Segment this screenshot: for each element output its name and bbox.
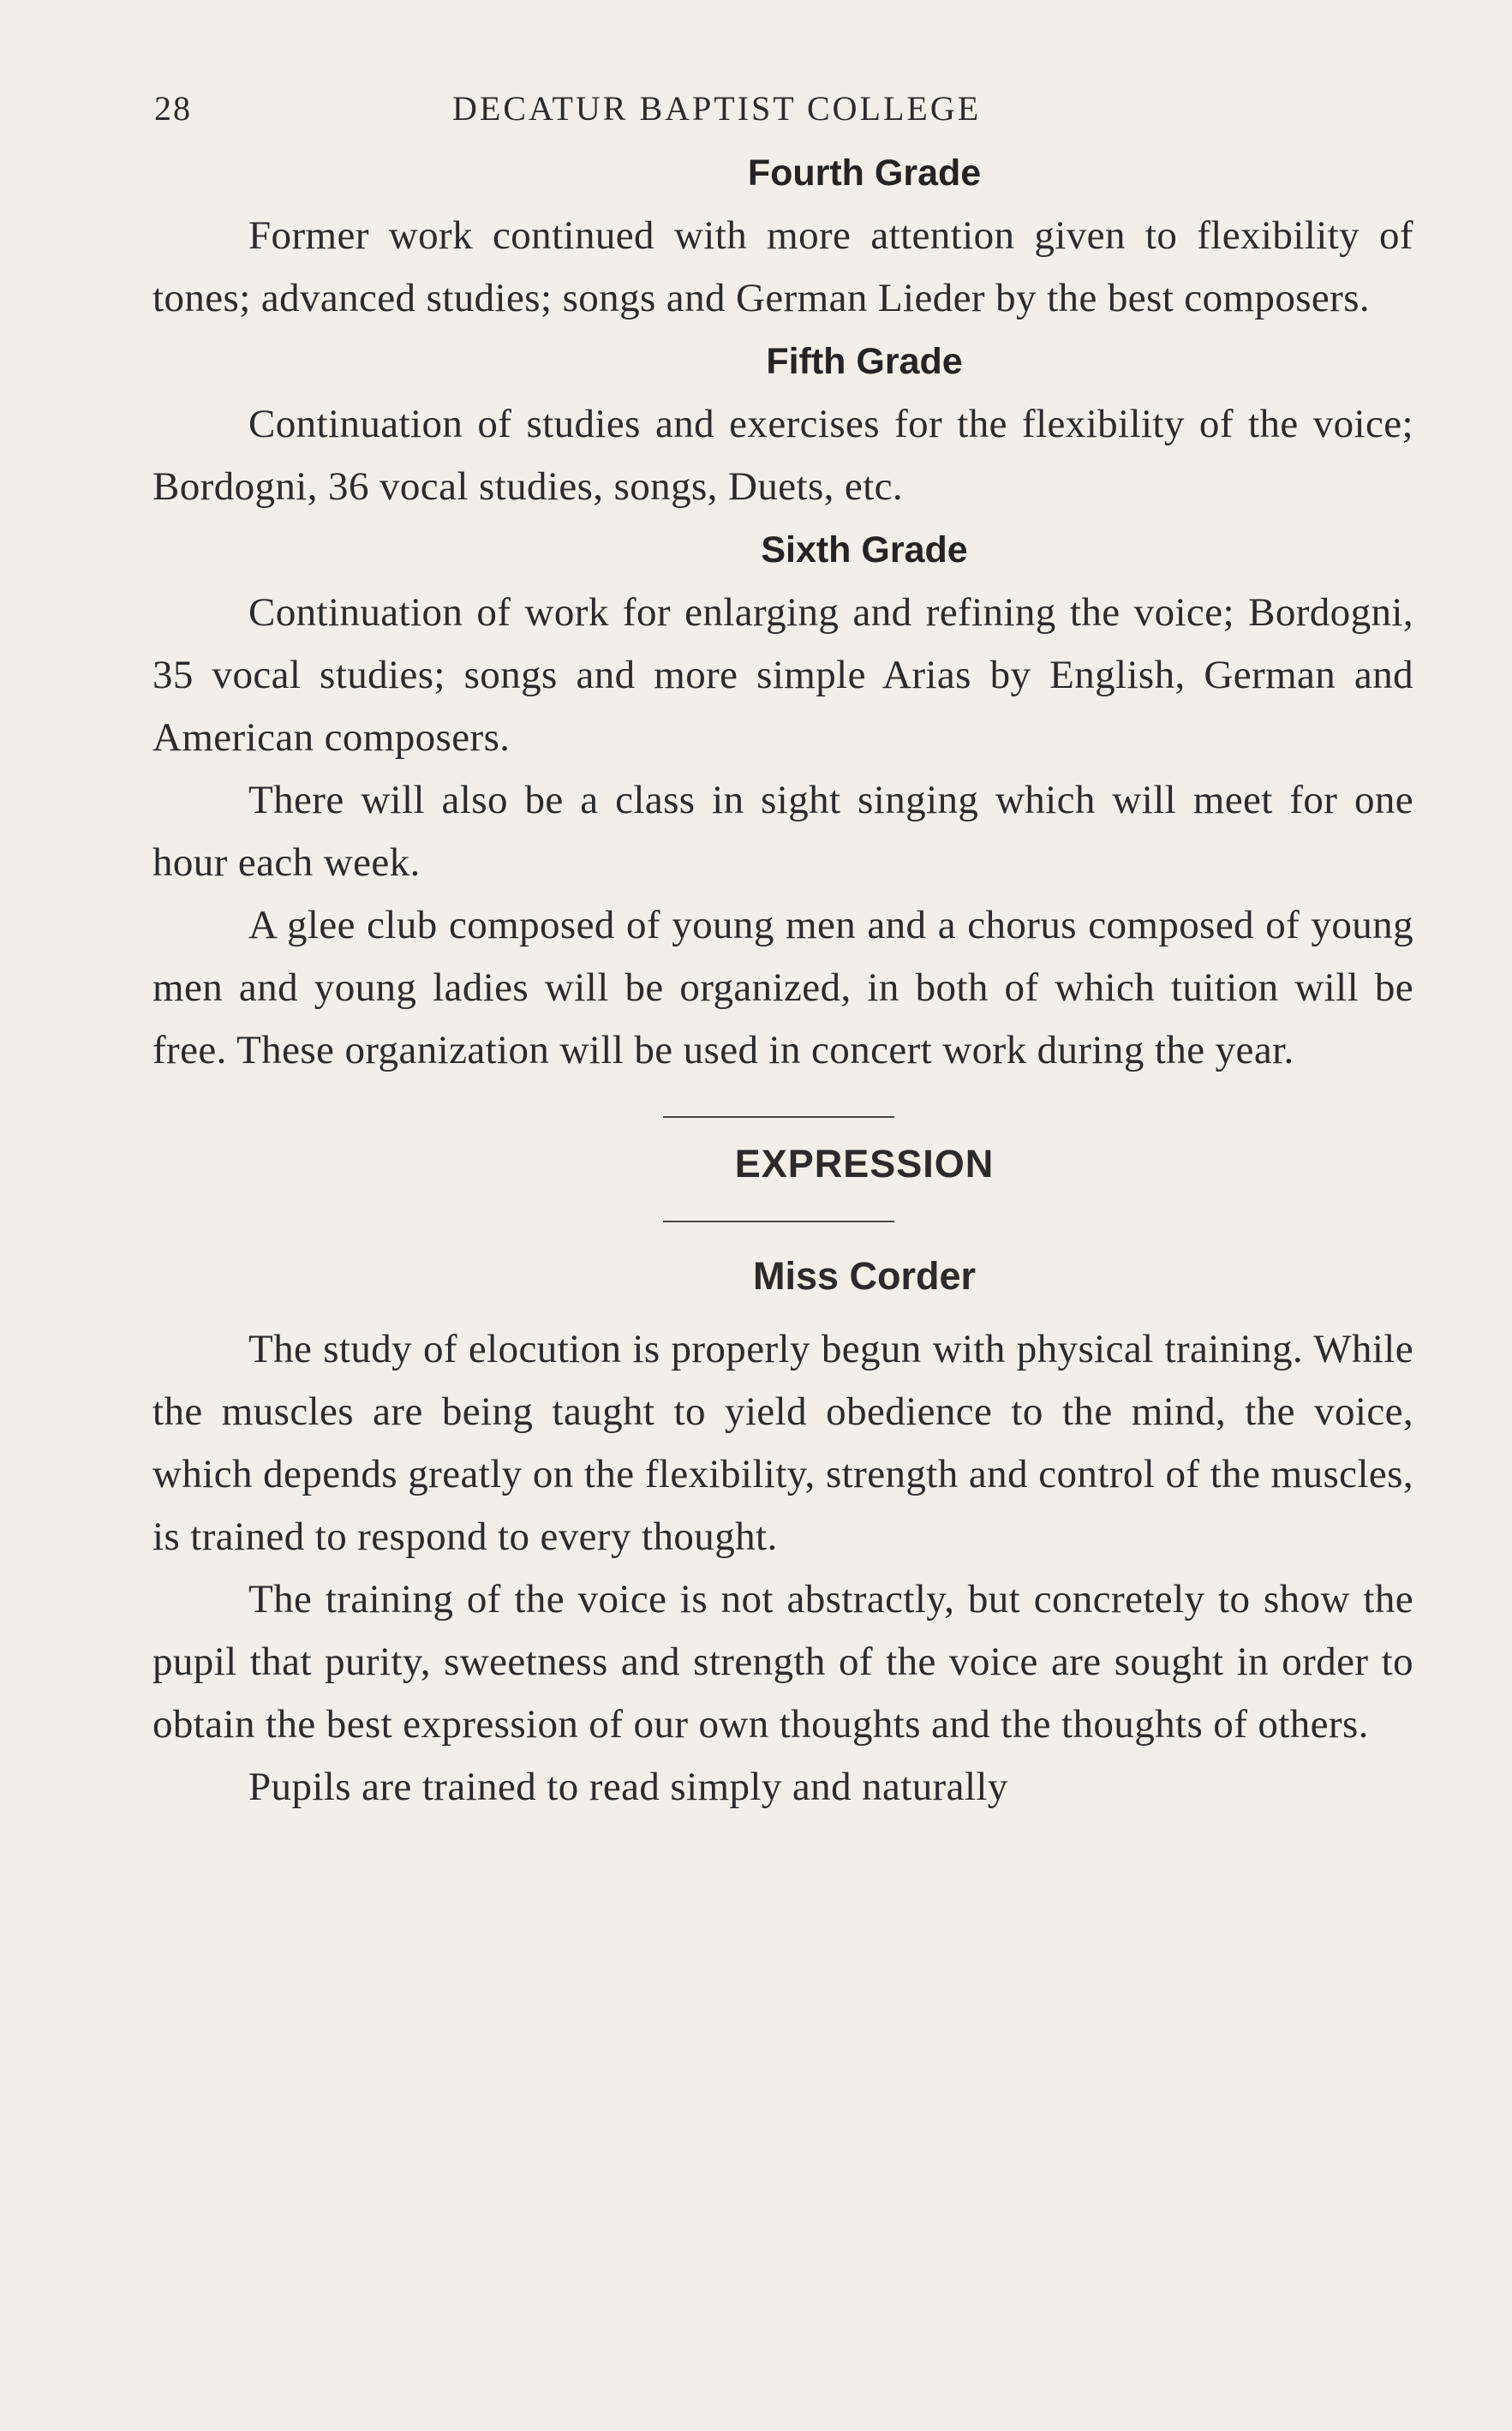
sight-singing-paragraph: There will also be a class in sight singing which will meet for one hour each week. [152, 778, 1413, 885]
fourth-grade-heading: Fourth Grade [747, 152, 982, 194]
expression-heading: EXPRESSION [734, 1142, 995, 1186]
fourth-grade-paragraph: Former work continued with more attention given to flexibility of tones; advanced studies; songs and German Lieder by the best composers. [152, 213, 1413, 320]
voice-training-paragraph: The training of the voice is not abstractly, but concretely to show the pupil that purity, sweetness and strength of the voice are sought in order to obtain the best expression of our own thoughts and the thoughts of others. [152, 1577, 1413, 1747]
page-number: 28 [154, 89, 192, 128]
sixth-grade-paragraph: Continuation of work for enlarging and refining the voice; Bordogni, 35 vocal studies; songs and more simple Arias by English, German and American composers. [152, 590, 1413, 760]
fifth-grade-heading: Fifth Grade [766, 341, 963, 382]
running-title: DECATUR BAPTIST COLLEGE [452, 89, 982, 128]
page-content [152, 81, 1413, 1819]
instructor-name: Miss Corder [752, 1254, 977, 1298]
running-header [152, 81, 1413, 141]
fourth-grade-section [152, 141, 1413, 330]
sixth-grade-section [152, 518, 1413, 1082]
elocution-paragraph: The study of elocution is properly begun with physical training. While the muscles are being taught to yield obedience to the mind, the voice, which depends greatly on the flexibility, strength and control of the muscles, is trained to respond to every thought. [152, 1327, 1413, 1559]
fifth-grade-section [152, 330, 1413, 518]
glee-club-paragraph: A glee club composed of young men and a chorus composed of young men and young ladies will be organized, in both of which tuition will be free. These organization will be used in concert work during the year. [152, 903, 1413, 1072]
fifth-grade-paragraph: Continuation of studies and exercises for the flexibility of the voice; Bordogni, 36 vocal studies, songs, Duets, etc. [152, 402, 1413, 509]
sixth-grade-heading: Sixth Grade [761, 529, 968, 570]
expression-section [152, 1318, 1413, 1819]
reading-paragraph: Pupils are trained to read simply and naturally [248, 1765, 1008, 1809]
